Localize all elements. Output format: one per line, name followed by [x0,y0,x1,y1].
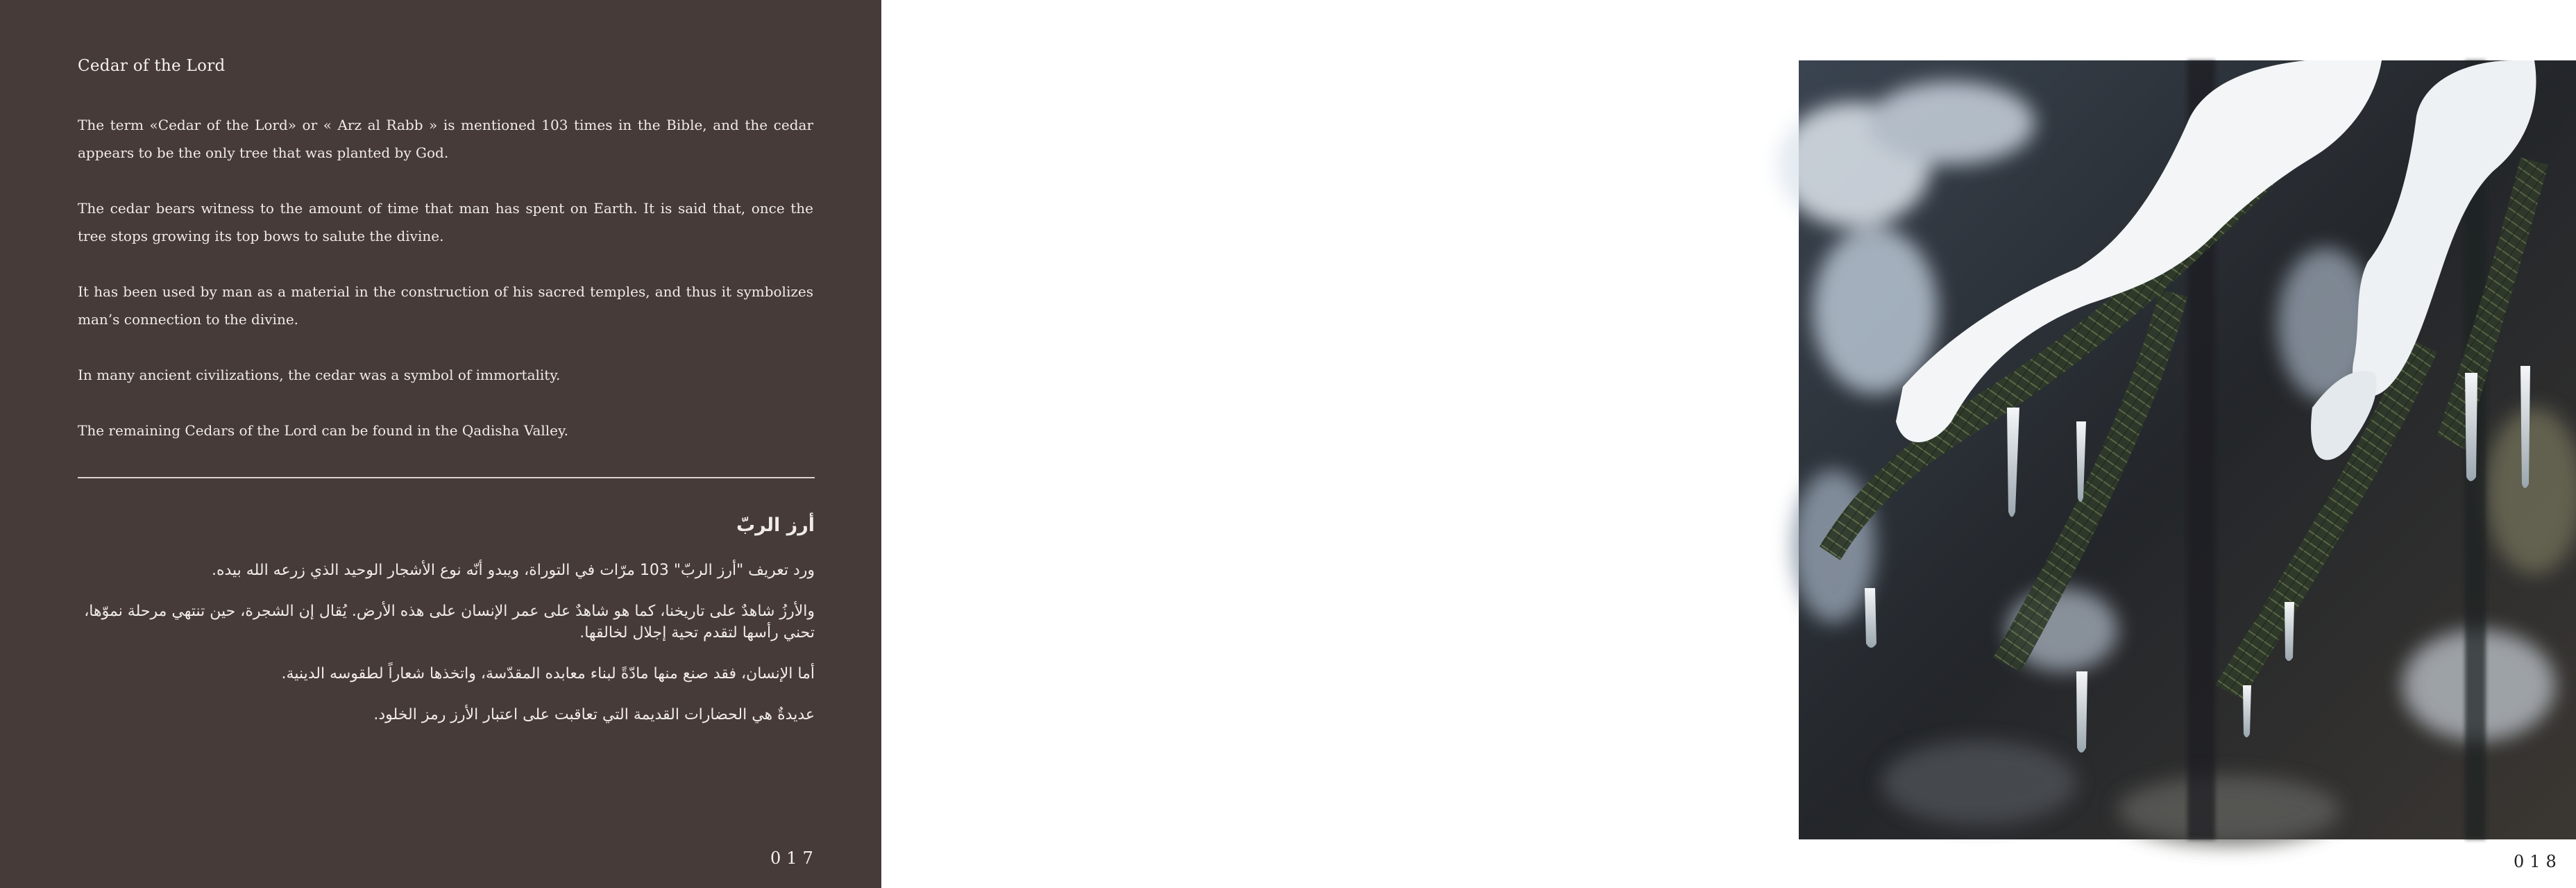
snow-branch-icon [1799,60,2576,839]
arabic-title: أرز الربّ [736,514,815,536]
page-number-right: 018 [2514,852,2562,871]
arabic-text [78,512,815,745]
page-title: Cedar of the Lord [78,57,226,75]
paragraph: The term «Cedar of the Lord» or « Arz al Rabb » is mentioned 103 times in the Bible, and the cedar appears to be the only tree that was planted by God. [78,117,813,161]
arabic-paragraph: والأرزُ شاهدٌ على تاريخنا، كما هو شاهدٌ على عمر الإنسان على هذه الأرض. يُقال إن الشجرة، حين تنتهي مرحلة نموّها، تحني رأسها لتقدم تحية إجلال لخالقها. [84,603,815,642]
english-text [78,111,813,472]
left-page [0,0,881,888]
paragraph: In many ancient civilizations, the cedar was a symbol of immortality. [78,367,561,383]
paragraph: The remaining Cedars of the Lord can be found in the Qadisha Valley. [78,422,568,439]
section-divider [78,477,815,478]
paragraph: It has been used by man as a material in the construction of his sacred temples, and thus it symbolizes man’s connection to the divine. [78,283,813,328]
right-page [881,0,2562,888]
arabic-paragraph: عديدةٌ هي الحضارات القديمة التي تعاقبت على اعتبار الأرز رمز الخلود. [373,706,815,723]
cedar-branch-photo [1799,60,2576,839]
arabic-paragraph: ورد تعريف "أرز الربّ" 103 مرّات في التوراة، ويبدو أنّه نوع الأشجار الوحيد الذي زرعه الله بيده. [211,562,815,579]
page-number-left: 017 [770,848,819,868]
paragraph: The cedar bears witness to the amount of time that man has spent on Earth. It is said that, once the tree stops growing its top bows to salute the divine. [78,200,813,244]
arabic-paragraph: أما الإنسان، فقد صنع منها مادّةً لبناء معابده المقدّسة، واتخذها شعاراً لطقوسه الدينية. [281,665,815,682]
